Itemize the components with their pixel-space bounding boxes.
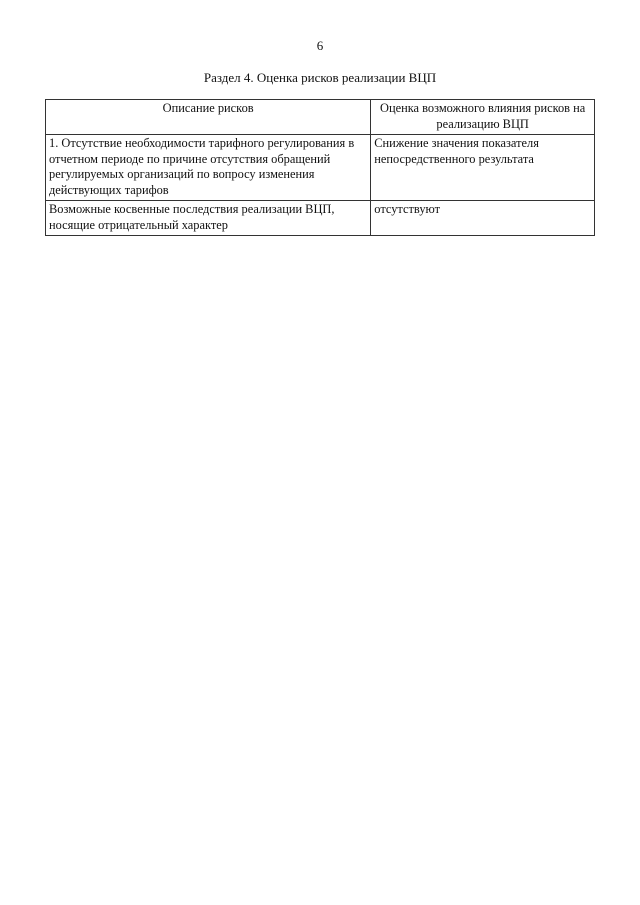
risk-description-cell: [46, 201, 371, 236]
risk-description-text: Возможные косвенные последствия реализации ВЦП, носящие отрицательный характер: [49, 202, 335, 232]
table-header-row: [46, 100, 595, 135]
header-risk-description: Описание рисков: [46, 100, 371, 135]
risk-impact-text: отсутствуют: [374, 202, 441, 216]
risk-description-text: 1. Отсутствие необходимости тарифного регулирования в отчетном периоде по причине отсутствия обращений регулируемых организаций по вопросу изменения действующих тарифов: [49, 136, 355, 197]
table-row: [46, 135, 595, 201]
risk-impact-cell: [371, 135, 595, 201]
section-title: Раздел 4. Оценка рисков реализации ВЦП: [203, 70, 437, 85]
header-risk-impact: Оценка возможного влияния рисков на реализацию ВЦП: [371, 100, 595, 135]
risk-impact-cell: [371, 201, 595, 236]
risk-description-cell: [46, 135, 371, 201]
risk-impact-text: Снижение значения показателя непосредственного результата: [374, 136, 539, 166]
risk-assessment-table: [45, 99, 595, 236]
page-number: 6: [316, 38, 324, 53]
table-row: [46, 201, 595, 236]
